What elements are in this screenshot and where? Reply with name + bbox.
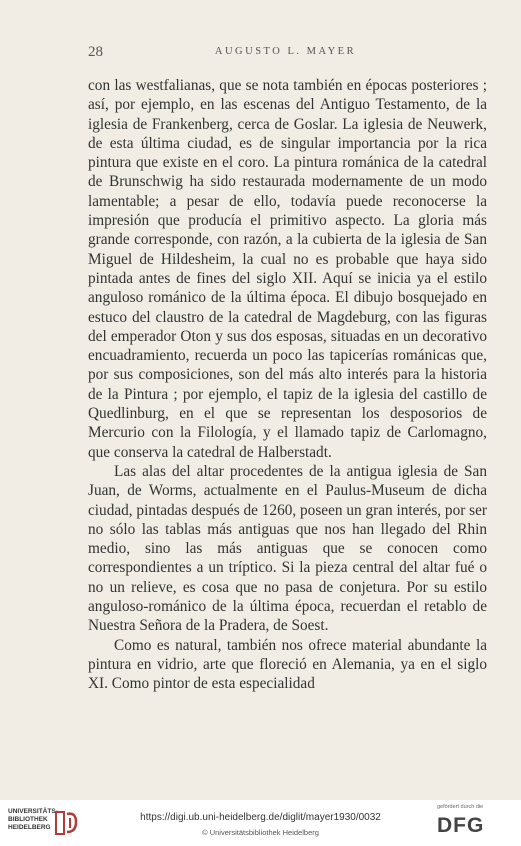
body-text: [88, 76, 487, 694]
paragraph-1: con las westfalianas, que se nota también en épocas posteriores ; así, por ejemplo, en las escenas del Antiguo Testamento, de la iglesia de Frankenberg, cerca de Goslar. La iglesia de Neuwerk, de esta última ciudad, es de singular importancia por la rica pintura que existe en el coro. La pintura románica de la catedral de Brunschwig ha sido restaurada modernamente de un modo lamentable; a pesar de ello, todavía puede reconocerse la impresión que producía el primitivo aspecto. La gloria más grande corresponde, con razón, a la cubierta de la iglesia de San Miguel de Hildesheim, la cual no es probable que haya sido pintada antes de fines del siglo XII. Aquí se inicia ya el estilo anguloso románico de la última época. El dibujo bosquejado en estuco del claustro de la catedral de Magdeburg, con las figuras del emperador Oton y sus dos esposas, situadas en un decorativo encuadramiento, recuerda un poco las tapicerías románicas que, por sus composiciones, son del más alto interés para la historia de la Pintura ; por ejemplo, el tapiz de la iglesia del castillo de Quedlinburg, en el que se representan los desposorios de Mercurio con la Filología, y el llamado tapiz de Carlomagno, que conserva la catedral de Halberstadt.: [88, 77, 487, 461]
page-number: 28: [88, 44, 103, 60]
paragraph-3: Como es natural, también nos ofrece material abundante la pintura en vidrio, arte que floreció en Alemania, ya en el siglo XI. Como pintor de esta especialidad: [88, 636, 487, 693]
dfg-logo: DFG: [437, 814, 485, 837]
funder-logo: [437, 804, 511, 838]
viewer-footer: [0, 800, 521, 846]
funder-note: gefördert durch die: [437, 804, 484, 810]
library-name: UNIVERSITÄTS- BIBLIOTHEK HEIDELBERG: [8, 808, 58, 831]
citation-url[interactable]: https://digi.ub.uni-heidelberg.de/diglit/mayer1930/0032: [140, 812, 381, 823]
copyright-notice: © Universitätsbibliothek Heidelberg: [202, 828, 319, 837]
page-header: [88, 44, 483, 64]
paragraph-2: Las alas del altar procedentes de la antigua iglesia de San Juan, de Worms, actualmente en el Paulus-Museum de dicha ciudad, pintadas después de 1260, poseen un gran interés, por ser no sólo las tablas más antiguas que nos han llegado del Rhin medio, sino las más antiguas que se conocen como correspondientes a un tríptico. Si la pieza central del altar fué o no un relieve, es cosa que no pasa de conjetura. Por su estilo anguloso-románico de la última época, recuerdan el retablo de Nuestra Señora de la Pradera, de Soest.: [88, 462, 487, 635]
running-title: AUGUSTO L. MAYER: [214, 46, 357, 57]
